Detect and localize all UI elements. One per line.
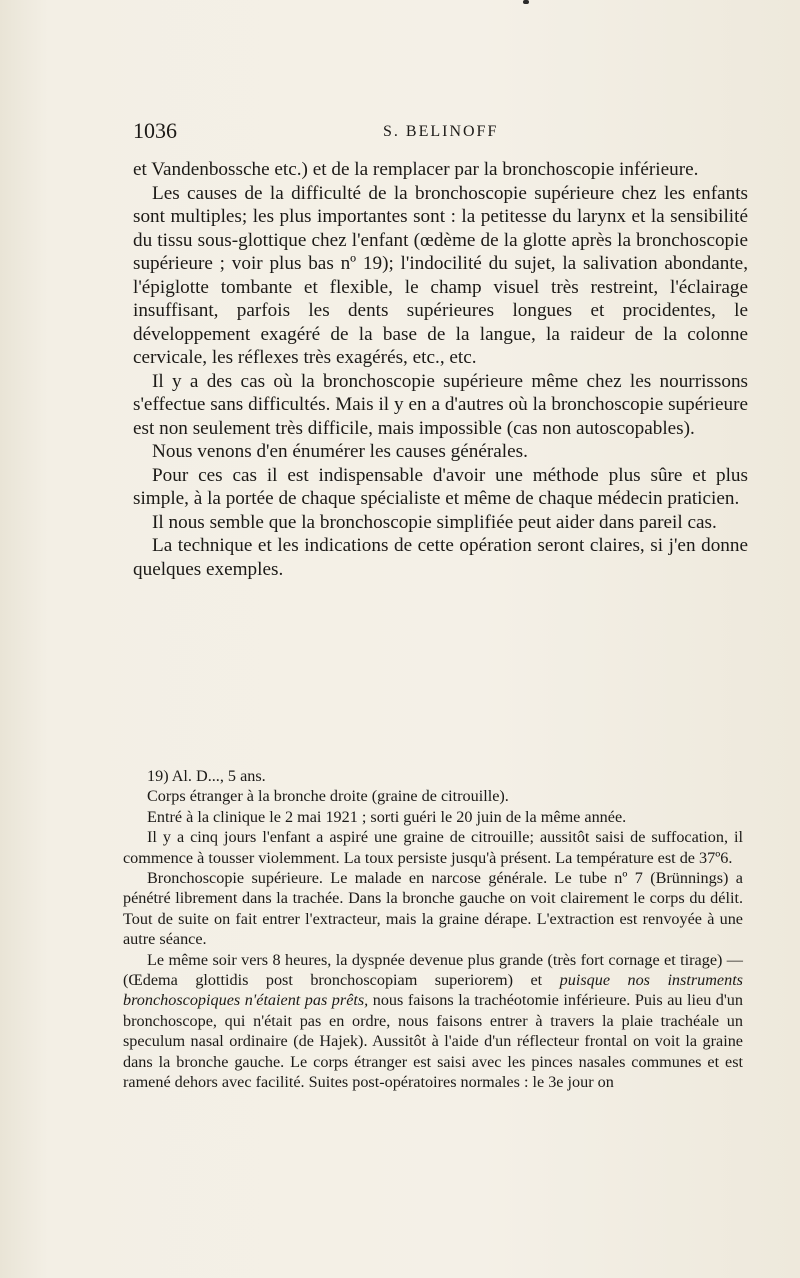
case-paragraph	[123, 950, 743, 1093]
paragraph: Les causes de la difficulté de la bronchoscopie supérieure chez les enfants sont multiples; les plus importantes sont : la petitesse du larynx et la sensibilité du tissu sous-glottique chez l'enfant (œdème de la glotte après la bronchoscopie supérieure ; voir plus bas nº 19); l'indocilité du sujet, la salivation abondante, l'épiglotte tombante et flexible, le champ visuel très restreint, l'éclairage insuffisant, parfois les dents supérieures longues et procidentes, le développement exagéré de la base de la langue, la raideur de la colonne cervicale, les réflexes très exagérés, etc., etc.	[133, 182, 748, 368]
paragraph: La technique et les indications de cette opération seront claires, si j'en donne quelques exemples.	[133, 535, 748, 580]
page-number: 1036	[133, 118, 177, 143]
case-line: Bronchoscopie supérieure. Le malade en narcose générale. Le tube nº 7 (Brünnings) a pénétré librement dans la trachée. Dans la bronche gauche on voit clairement le corps du délit. Tout de suite on fait entrer l'extracteur, mais la graine dérape. L'extraction est renvoyée à une autre séance.	[123, 869, 743, 949]
paragraph: Nous venons d'en énumérer les causes générales.	[152, 441, 528, 462]
case-italic-text: puisque nos instruments bronchoscopiques n'étaient pas prêts,	[123, 971, 743, 1010]
case-title: 19) Al. D..., 5 ans.	[147, 767, 266, 785]
case-text: nous faisons la trachéotomie inférieure. Puis au lieu d'un bronchoscope, qui n'était pas en ordre, nous faisons entrer à travers la plaie trachéale un speculum nasal ordinaire (de Hajek). Aussitôt à l'aide d'un réflecteur frontal on voit la graine dans la bronche gauche. Le corps étranger est saisi avec les pinces nasales communes et est ramené dehors avec facilité. Suites post-opératoires normales : le 3e jour on	[123, 991, 743, 1092]
case-line: Corps étranger à la bronche droite (graine de citrouille).	[147, 787, 509, 806]
page-header	[133, 118, 748, 148]
ink-mark	[523, 0, 529, 4]
case-line: Il y a cinq jours l'enfant a aspiré une graine de citrouille; aussitôt saisi de suffocation, il commence à tousser violemment. La toux persiste jusqu'à présent. La température est de 37º6.	[123, 828, 743, 867]
paragraph: Il nous semble que la bronchoscopie simplifiée peut aider dans pareil cas.	[152, 511, 717, 533]
case-report	[123, 766, 743, 1093]
case-text: Le même soir vers 8 heures, la dyspnée devenue plus grande (très fort cornage et tirage) — (Œdema glottidis post bronchoscopiam superiorem) et	[123, 950, 743, 990]
running-title: S. BELINOFF	[383, 123, 499, 140]
paragraph: Il y a des cas où la bronchoscopie supérieure même chez les nourrissons s'effectue sans difficultés. Mais il y en a d'autres où la bronchoscopie supérieure est non seulement très difficile, mais impossible (cas non autoscopables).	[133, 370, 748, 439]
case-line: Entré à la clinique le 2 mai 1921 ; sorti guéri le 20 juin de la même année.	[147, 807, 627, 826]
paragraph: Pour ces cas il est indispensable d'avoir une méthode plus sûre et plus simple, à la portée de chaque spécialiste et même de chaque médecin praticien.	[133, 464, 748, 509]
main-text	[133, 158, 748, 581]
paragraph: et Vandenbossche etc.) et de la remplacer par la bronchoscopie inférieure.	[133, 159, 699, 180]
